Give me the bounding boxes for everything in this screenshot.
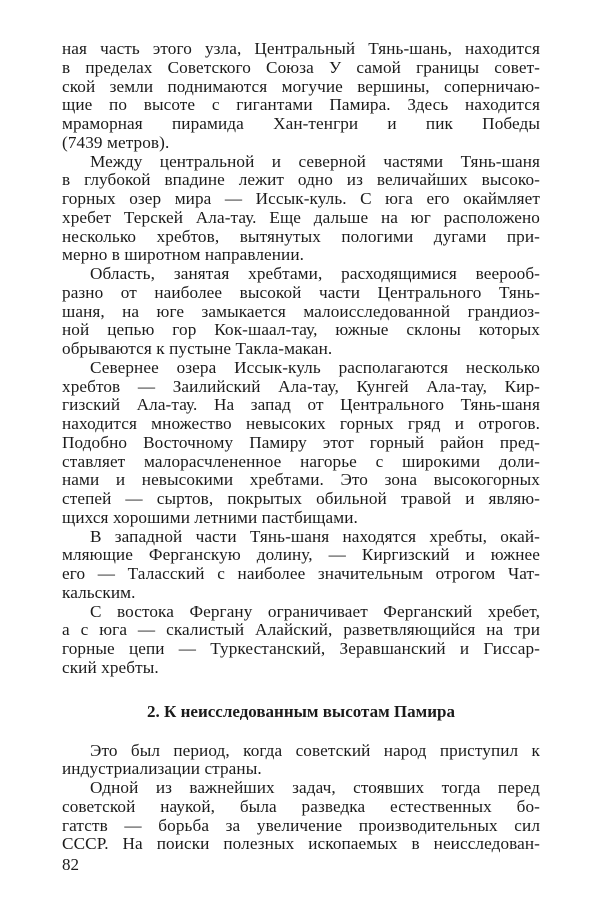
text-line: разно от наиболее высокой части Центрального Тянь- (62, 282, 540, 302)
text-line: Это был период, когда советский народ приступил к (90, 740, 540, 760)
text-line: Область, занятая хребтами, расходящимися веерооб- (90, 264, 540, 283)
text-line: горных озер мира — Иссык-куль. С юга его окаймляет (62, 189, 540, 208)
text-line: Подобно Восточному Памиру этот горный район пред- (62, 432, 540, 452)
text-line: горные цепи — Туркестанский, Зеравшанский и Гиссар- (62, 639, 540, 658)
text-line: Одной из важнейших задач, стоявших тогда перед (90, 778, 540, 797)
text-line: ской земли поднимаются могучие вершины, соперничаю- (62, 76, 540, 96)
text-line: советской наукой, была разведка естественных бо- (62, 796, 540, 816)
text-line: ский хребты. (62, 657, 159, 677)
text-line: шаня, на юге замыкается малоисследованной грандиоз- (62, 301, 540, 321)
page-number: 82 (62, 855, 79, 874)
text-line: обрываются к пустыне Такла-макан. (62, 339, 333, 358)
text-line: в пределах Советского Союза У самой границы совет- (62, 57, 540, 77)
text-line: кальским. (62, 582, 136, 602)
text-line: а с юга — скалистый Алайский, разветвляющийся на три (62, 620, 540, 640)
text-line: мляющие Ферганскую долину, — Киргизский и южнее (62, 545, 540, 565)
text-line: степей — сыртов, покрытых обильной травой и являю- (62, 489, 540, 508)
text-line: Между центральной и северной частями Тянь-шаня (90, 151, 540, 171)
text-line: гизский Ала-тау. На запад от Центрального Тянь-шаня (62, 395, 540, 415)
text-line: хребтов — Заилийский Ала-тау, Кунгей Ала-тау, Кир- (62, 376, 540, 396)
text-line: мерно в широтном направлении. (62, 245, 305, 265)
text-line: Севернее озера Иссык-куль располагаются несколько (90, 357, 540, 377)
text-line: С востока Фергану ограничивает Ферганский хребет, (90, 601, 540, 621)
text-line: (7439 метров). (62, 132, 170, 152)
text-line: нами и невысокими хребтами. Это зона высокогорных (62, 470, 540, 490)
text-line: щие по высоте с гигантами Памира. Здесь находится (62, 95, 540, 115)
text-line: его — Таласский с наиболее значительным отрогом Чат- (62, 564, 540, 583)
text-line: в глубокой впадине лежит одно из величайших высоко- (62, 170, 540, 190)
text-line: СССР. На поиски полезных ископаемых в неисследован- (62, 834, 540, 854)
text-line: находится множество невысоких горных гряд и отрогов. (62, 414, 540, 433)
text-line: несколько хребтов, вытянутых пологими дугами при- (62, 226, 540, 246)
text-line: хребет Терскей Ала-тау. Еще дальше на юг расположено (62, 207, 540, 227)
text-line: ставляет малорасчлененное нагорье с широкими доли- (62, 451, 540, 471)
text-line: щихся хорошими летними пастбищами. (62, 507, 358, 527)
text-line: мраморная пирамида Хан-тенгри и пик Победы (62, 114, 540, 133)
text-line: ная часть этого узла, Центральный Тянь-шань, находится (62, 39, 540, 58)
page-body (62, 40, 540, 854)
text-line: ной цепью гор Кок-шаал-тау, южные склоны которых (62, 320, 540, 340)
text-line: гатств — борьба за увеличение производительных сил (62, 815, 540, 835)
text-line: индустриализации страны. (62, 759, 262, 779)
text-line: В западной части Тянь-шаня находятся хребты, окай- (90, 526, 540, 546)
section-heading: 2. К неисследованным высотам Памира (147, 701, 455, 721)
